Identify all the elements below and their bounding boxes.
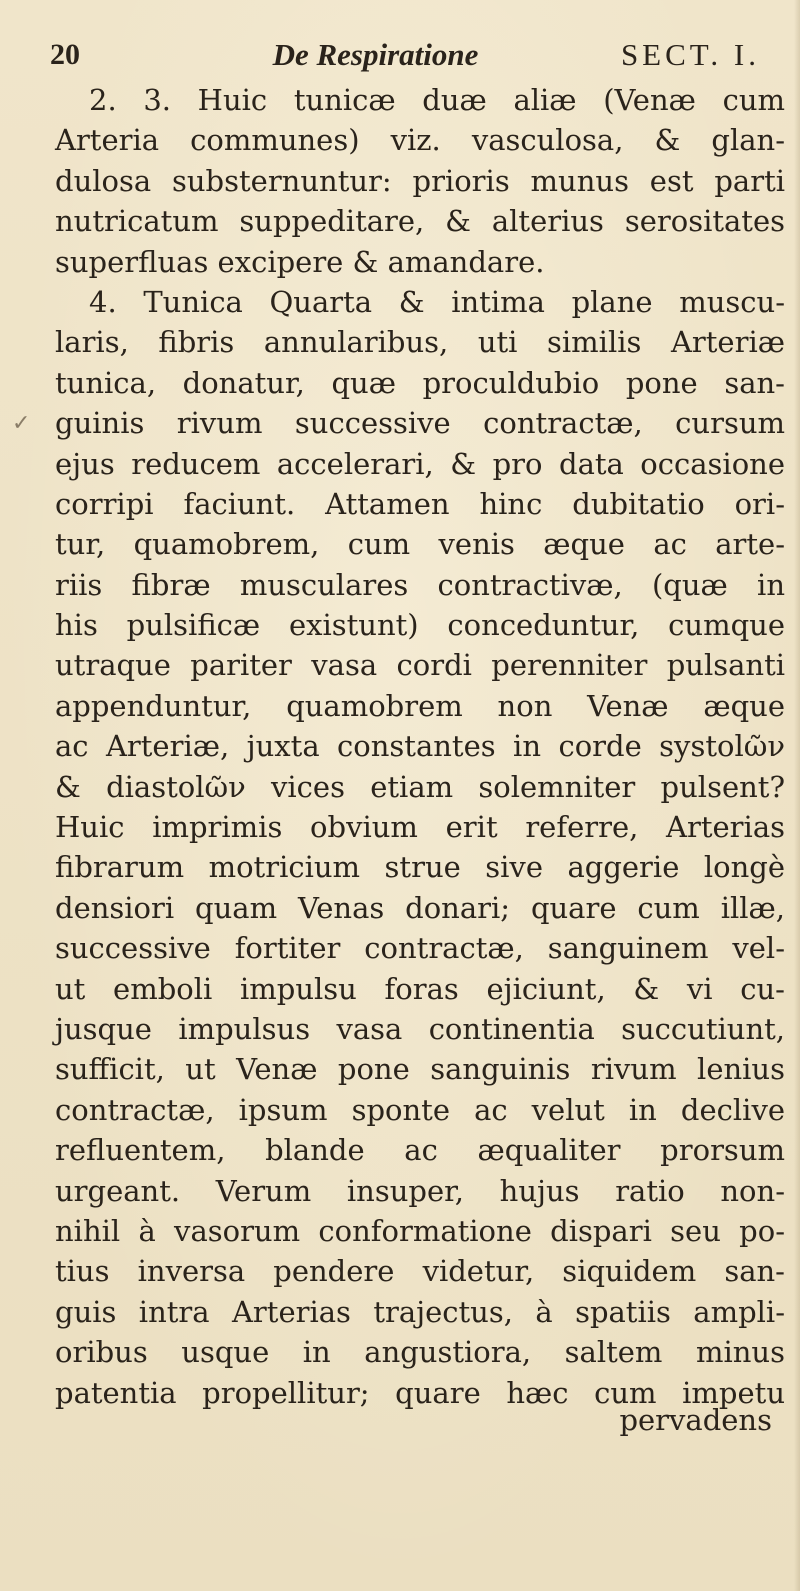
text-line: refluentem, blande ac æqualiter prorsum [55,1133,785,1168]
text-line: Arteria communes) viz. vasculosa, & glan- [55,123,785,158]
text-line: successive fortiter contractæ, sanguinem vel- [55,931,785,966]
page-number: 20 [50,38,80,71]
text-line: & diastolῶν vices etiam solemniter pulsent? [55,769,785,804]
text-line: utraque pariter vasa cordi perenniter pulsanti [55,648,785,683]
text-line: urgeant. Verum insuper, hujus ratio non- [55,1173,785,1208]
text-line: 2. 3. Huic tunicæ duæ aliæ (Venæ cum [89,83,785,117]
text-line: dulosa substernuntur: prioris munus est parti [55,163,785,198]
text-line: guinis rivum successive contractæ, cursum [55,406,785,441]
text-line: riis fibræ musculares contractivæ, (quæ in [55,567,785,602]
catchword-area [619,1400,772,1440]
text-line: superfluas excipere & amandare. [55,244,545,279]
text-line: ac Arteriæ, juxta constantes in corde systolῶν [55,729,785,764]
text-line: ejus reducem accelerari, & pro data occasione [55,446,785,481]
catchword: pervadens [619,1403,772,1437]
text-line: sufficit, ut Venæ pone sanguinis rivum lenius [55,1052,785,1087]
text-line: Huic imprimis obvium erit referre, Arterias [55,810,785,845]
text-line: his pulsificæ existunt) conceduntur, cumque [55,608,785,643]
text-line: tur, quamobrem, cum venis æque ac arte- [55,527,785,562]
text-line: tius inversa pendere videtur, siquidem san- [55,1254,785,1289]
text-line: appenduntur, quamobrem non Venæ æque [55,688,785,723]
running-head [50,30,760,80]
section-label: SECT. I. [620,37,760,72]
page-edge-shadow [794,0,800,1591]
text-line: corripi faciunt. Attamen hinc dubitatio ori- [55,486,785,521]
text-line: guis intra Arterias trajectus, à spatiis ampli- [55,1294,785,1329]
body-text [55,80,785,1413]
text-line: 4. Tunica Quarta & intima plane muscu- [89,284,785,319]
running-title: De Respiratione [272,37,479,72]
text-line: jusque impulsus vasa continentia succutiunt, [55,1011,785,1046]
text-line: contractæ, ipsum sponte ac velut in declive [55,1092,785,1127]
text-line: tunica, donatur, quæ proculdubio pone san- [55,365,785,400]
margin-pencil-mark: ✓ [12,411,31,436]
text-line: densiori quam Venas donari; quare cum illæ, [55,890,785,925]
text-line: nihil à vasorum conformatione dispari seu po- [55,1213,785,1248]
text-line: fibrarum motricium strue sive aggerie longè [55,850,785,885]
text-line: patentia propellitur; quare hæc cum impetu [55,1375,785,1410]
text-line: laris, fibris annularibus, uti similis Arteriæ [55,325,785,360]
text-line: ut emboli impulsu foras ejiciunt, & vi cu- [55,971,785,1006]
text-line: oribus usque in angustiora, saltem minus [55,1335,785,1370]
text-line: nutricatum suppeditare, & alterius serositates [55,204,785,239]
